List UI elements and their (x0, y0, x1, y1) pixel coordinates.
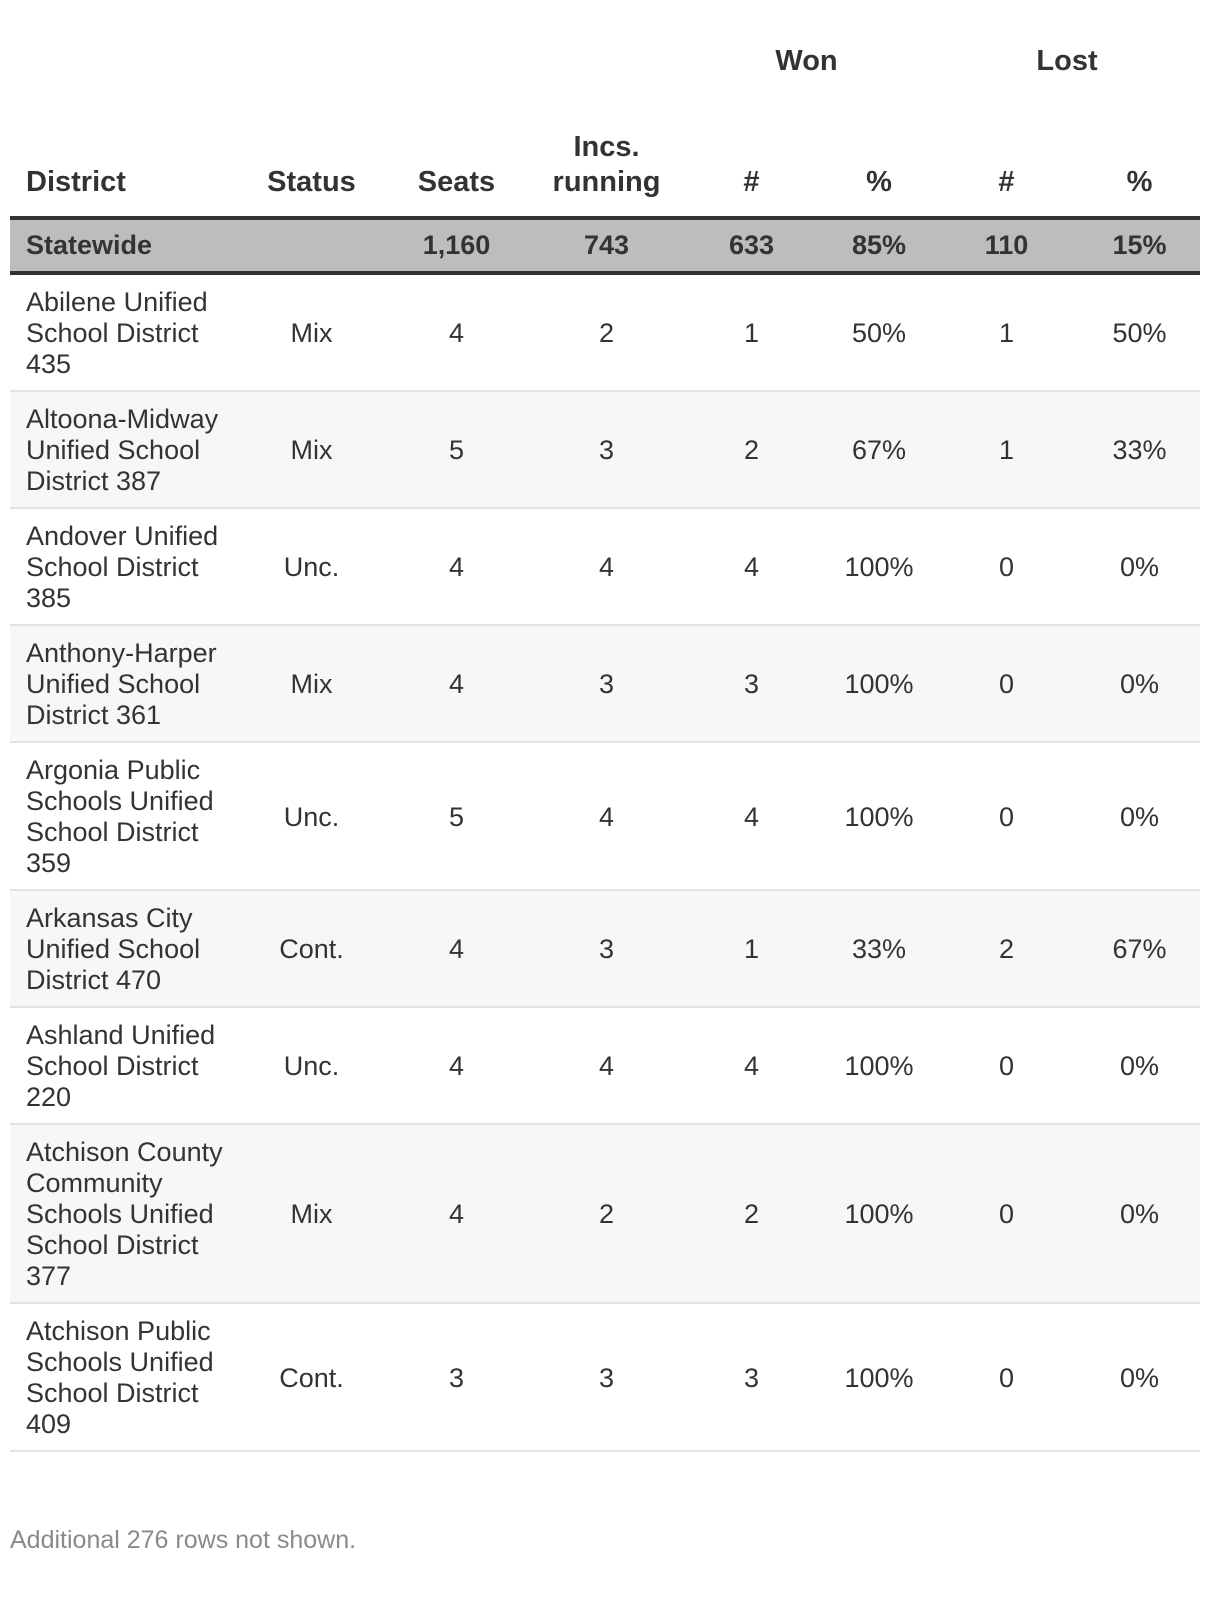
lost-count-cell: 0 (934, 625, 1079, 742)
column-group-header (10, 40, 1200, 82)
statewide-won-count: 633 (679, 218, 824, 273)
won-percent-cell: 100% (824, 508, 934, 625)
statewide-row (10, 218, 1200, 273)
won-count-cell: 4 (679, 1007, 824, 1124)
table-row (10, 625, 1200, 742)
status-cell: Unc. (244, 1007, 379, 1124)
district-name-cell: Arkansas City Unified School District 470 (10, 890, 244, 1007)
lost-percent-cell: 0% (1079, 1303, 1200, 1451)
statewide-seats: 1,160 (379, 218, 534, 273)
statewide-status (244, 218, 379, 273)
status-cell: Cont. (244, 1303, 379, 1451)
won-count-cell: 2 (679, 1124, 824, 1303)
won-percent-cell: 100% (824, 742, 934, 890)
lost-count-cell: 1 (934, 273, 1079, 391)
lost-count-cell: 0 (934, 1303, 1079, 1451)
district-name-cell: Anthony-Harper Unified School District 361 (10, 625, 244, 742)
seats-cell: 4 (379, 273, 534, 391)
lost-percent-cell: 0% (1079, 742, 1200, 890)
statewide-lost-count: 110 (934, 218, 1079, 273)
won-count-cell: 1 (679, 890, 824, 1007)
district-name-cell: Abilene Unified School District 435 (10, 273, 244, 391)
table-row (10, 1303, 1200, 1451)
table-row (10, 273, 1200, 391)
status-cell: Unc. (244, 508, 379, 625)
status-cell: Mix (244, 625, 379, 742)
table-row (10, 508, 1200, 625)
won-percent-cell: 100% (824, 625, 934, 742)
won-percent-cell: 100% (824, 1303, 934, 1451)
won-percent-cell: 50% (824, 273, 934, 391)
table-row (10, 742, 1200, 890)
table-row (10, 1007, 1200, 1124)
group-spacer (10, 40, 679, 82)
incumbents-running-cell: 2 (534, 273, 679, 391)
lost-percent-cell: 0% (1079, 508, 1200, 625)
lost-count-cell: 2 (934, 890, 1079, 1007)
lost-percent-cell: 0% (1079, 625, 1200, 742)
district-name-cell: Atchison Public Schools Unified School District 409 (10, 1303, 244, 1451)
statewide-incumbents: 743 (534, 218, 679, 273)
incumbents-running-cell: 4 (534, 742, 679, 890)
status-cell: Unc. (244, 742, 379, 890)
district-name-cell: Argonia Public Schools Unified School District 359 (10, 742, 244, 890)
seats-cell: 4 (379, 1007, 534, 1124)
table-row (10, 1124, 1200, 1303)
district-name-cell: Ashland Unified School District 220 (10, 1007, 244, 1124)
lost-count-cell: 0 (934, 742, 1079, 890)
won-count-cell: 4 (679, 742, 824, 890)
seats-cell: 4 (379, 625, 534, 742)
seats-cell: 3 (379, 1303, 534, 1451)
results-table (10, 40, 1200, 1452)
statewide-lost-percent: 15% (1079, 218, 1200, 273)
won-percent-cell: 100% (824, 1124, 934, 1303)
lost-percent-cell: 0% (1079, 1124, 1200, 1303)
seats-cell: 5 (379, 742, 534, 890)
won-percent-cell: 33% (824, 890, 934, 1007)
statewide-label: Statewide (10, 218, 244, 273)
column-header-won-count: # (679, 82, 824, 218)
column-header-row (10, 82, 1200, 218)
won-count-cell: 3 (679, 1303, 824, 1451)
seats-cell: 5 (379, 391, 534, 508)
statewide-won-percent: 85% (824, 218, 934, 273)
seats-cell: 4 (379, 508, 534, 625)
column-header-lost-count: # (934, 82, 1079, 218)
column-header-incs-line1: Incs. (573, 131, 640, 163)
group-header-lost: Lost (1036, 44, 1098, 77)
column-header-won-percent: % (824, 82, 934, 218)
district-name-cell: Altoona-Midway Unified School District 387 (10, 391, 244, 508)
incumbents-running-cell: 4 (534, 508, 679, 625)
table-row (10, 890, 1200, 1007)
seats-cell: 4 (379, 890, 534, 1007)
lost-percent-cell: 33% (1079, 391, 1200, 508)
table-row (10, 391, 1200, 508)
won-percent-cell: 67% (824, 391, 934, 508)
won-count-cell: 3 (679, 625, 824, 742)
column-header-incs-line2: running (552, 166, 661, 198)
won-count-cell: 2 (679, 391, 824, 508)
footer-note: Additional 276 rows not shown. (10, 1526, 357, 1554)
incumbents-running-cell: 3 (534, 625, 679, 742)
lost-percent-cell: 67% (1079, 890, 1200, 1007)
incumbents-running-cell: 3 (534, 1303, 679, 1451)
lost-count-cell: 0 (934, 1124, 1079, 1303)
district-name-cell: Atchison County Community Schools Unified School District 377 (10, 1124, 244, 1303)
lost-count-cell: 0 (934, 508, 1079, 625)
incumbents-running-cell: 3 (534, 890, 679, 1007)
group-header-won: Won (775, 44, 838, 77)
lost-percent-cell: 0% (1079, 1007, 1200, 1124)
won-percent-cell: 100% (824, 1007, 934, 1124)
lost-count-cell: 0 (934, 1007, 1079, 1124)
status-cell: Cont. (244, 890, 379, 1007)
district-name-cell: Andover Unified School District 385 (10, 508, 244, 625)
lost-percent-cell: 50% (1079, 273, 1200, 391)
lost-count-cell: 1 (934, 391, 1079, 508)
incumbents-running-cell: 4 (534, 1007, 679, 1124)
won-count-cell: 4 (679, 508, 824, 625)
column-header-seats: Seats (379, 82, 534, 218)
incumbents-running-cell: 3 (534, 391, 679, 508)
seats-cell: 4 (379, 1124, 534, 1303)
won-count-cell: 1 (679, 273, 824, 391)
incumbents-running-cell: 2 (534, 1124, 679, 1303)
column-header-district: District (10, 82, 244, 218)
status-cell: Mix (244, 1124, 379, 1303)
column-header-status: Status (244, 82, 379, 218)
column-header-lost-percent: % (1079, 82, 1200, 218)
column-header-incumbents-running (534, 82, 679, 218)
status-cell: Mix (244, 273, 379, 391)
status-cell: Mix (244, 391, 379, 508)
